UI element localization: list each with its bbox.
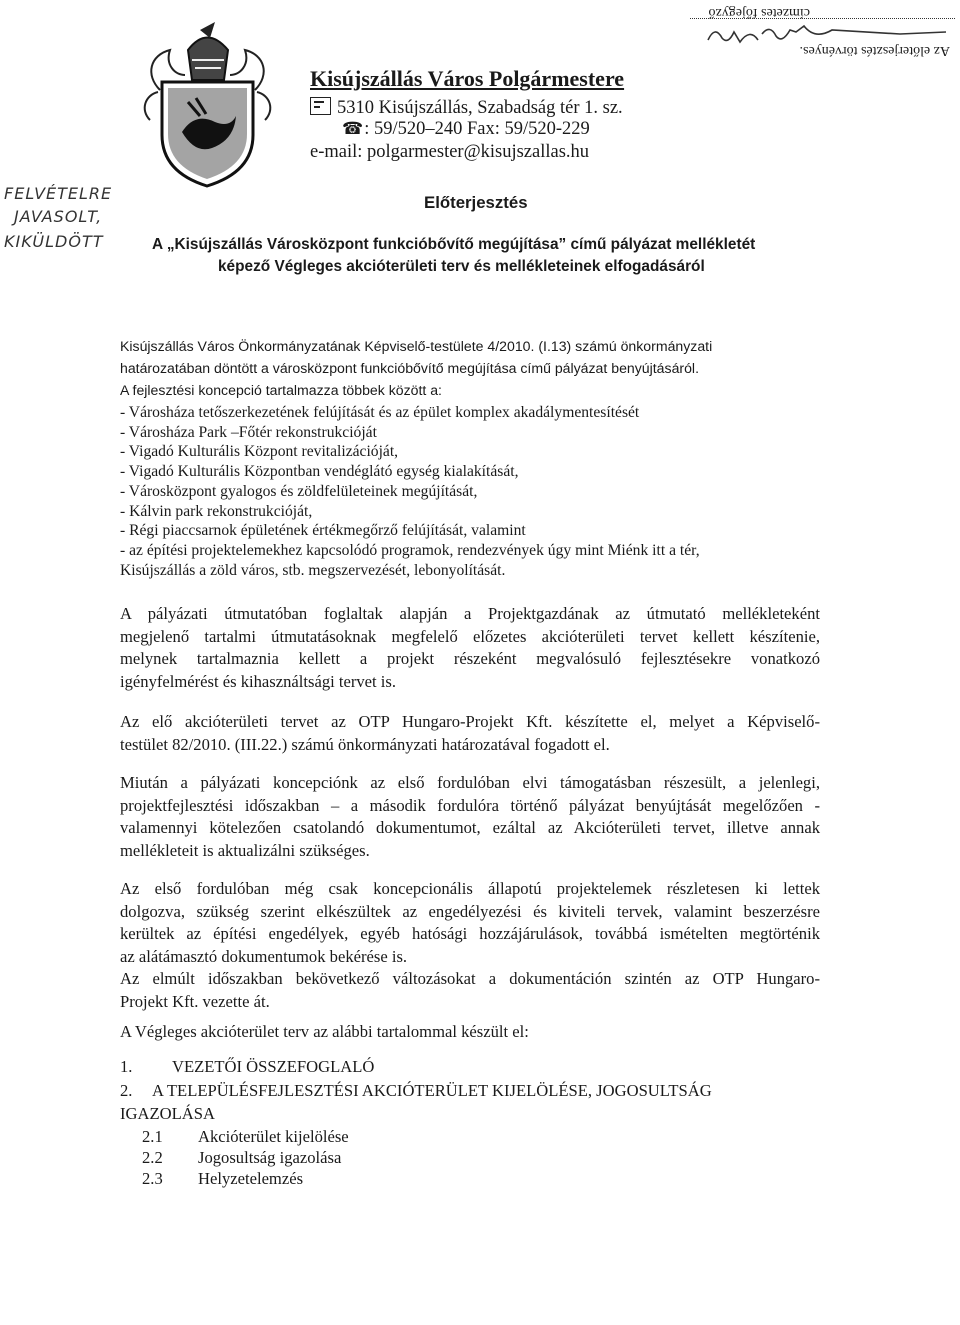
address-line	[310, 97, 623, 119]
phone-text: : 59/520–240 Fax: 59/520-229	[364, 119, 590, 139]
list-item: - Városközpont gyalogos és zöldfelületeinek megújítását,	[120, 482, 478, 500]
paragraph-line: A Végleges akcióterület terv az alábbi tartalommal készült el:	[120, 1022, 529, 1041]
paragraph-line: Projekt Kft. vezette át.	[120, 991, 270, 1011]
list-item: - Vigadó Kulturális Központ revitalizációját,	[120, 443, 399, 461]
list-item: - Városháza Park –Főtér rekonstrukcióját	[120, 423, 377, 441]
document-heading: Előterjesztés	[424, 193, 528, 212]
paragraph-line: Az első fordulóban még csak koncepcionális állapotú projektelemek részletesen ki lettek	[120, 879, 820, 898]
paragraph-line: dolgozva, szükség szerint elkészültek az engedélyezési és kiviteli tervek, valamint beszerzésre	[120, 901, 820, 921]
toc-number: 2.3	[142, 1169, 163, 1188]
signature-mark	[700, 20, 950, 50]
handwritten-note-line-3: KIKÜLDÖTT	[4, 232, 104, 251]
toc-text: Akcióterület kijelölése	[198, 1127, 349, 1146]
toc-text: IGAZOLÁSA	[120, 1104, 215, 1123]
toc-item-1	[120, 1057, 374, 1077]
intro-item-list	[120, 403, 820, 580]
paragraph-5	[120, 1021, 820, 1044]
intro-line-3: A fejlesztési koncepció tartalmazza többek között a:	[120, 382, 442, 398]
toc-number: 2.2	[142, 1148, 163, 1167]
list-item: - Vigadó Kulturális Központban vendéglátó egység kialakítását,	[120, 463, 519, 481]
envelope-icon	[310, 97, 331, 115]
handwritten-note-line-1: FELVÉTELRE	[4, 184, 113, 203]
email-line: e-mail: polgarmester@kisujszallas.hu	[310, 142, 590, 162]
toc-text: VEZETŐI ÖSSZEFOGLALÓ	[172, 1057, 375, 1076]
toc-item-2-3	[142, 1169, 303, 1189]
paragraph-line: Az elmúlt időszakban bekövetkező változásokat a dokumentáción szintén az OTP Hungaro-	[120, 969, 820, 988]
paragraph-line: testület 82/2010. (III.22.) számú önkormányzati határozatával fogadott el.	[120, 734, 610, 754]
paragraph-line: Az elő akcióterületi tervet az OTP Hungaro-Projekt Kft. készítette el, melyet a Képviselő-	[120, 712, 820, 731]
phone-line	[342, 119, 590, 140]
toc-item-2-1	[142, 1127, 349, 1147]
address-text: 5310 Kisújszállás, Szabadság tér 1. sz.	[337, 98, 623, 118]
paragraph-line: projektfejlesztési időszakban – a második fordulóra történő pályázat benyújtását megelőzően -	[120, 795, 820, 815]
intro-line-2: határozatában döntött a városközpont funkcióbővítő megújítása című pályázat benyújtásáról.	[120, 360, 699, 376]
phone-icon: ☎	[342, 119, 364, 138]
paragraph-4	[120, 878, 820, 1013]
toc-number: 2.1	[142, 1127, 163, 1146]
coat-of-arms-logo	[140, 20, 275, 190]
toc-number: 1.	[120, 1057, 133, 1076]
toc-item-2-cont	[120, 1104, 215, 1124]
handwritten-note-line-2: JAVASOLT,	[14, 207, 103, 226]
title-line-1: A „Kisújszállás Városközpont funkcióbővítő megújítása” című pályázat mellékletét	[152, 236, 756, 253]
list-item: - Városháza tetőszerkezetének felújítását és az épület komplex akadálymentesítését	[120, 404, 640, 421]
paragraph-line: az alátámasztó dokumentumok bekérése is.	[120, 946, 408, 966]
intro-line-1: Kisújszállás Város Önkormányzatának Képviselő-testülete 4/2010. (I.13) számú önkormányzati	[120, 338, 713, 354]
stamp-dotted-line	[690, 18, 955, 19]
paragraph-line: megjelenő tartalmi útmutatásoknak megfelelő előzetes akcióterületi tervet kellett készítenie,	[120, 626, 820, 646]
toc-text: Helyzetelemzés	[198, 1169, 304, 1188]
paragraph-2	[120, 711, 820, 756]
paragraph-line: valamennyi kötelezően csatolandó dokumentumot, ezáltal az Akcióterületi tervet, illetve annak	[120, 818, 820, 837]
stamp-line-2: címzetes főjegyző	[708, 5, 810, 20]
list-item: - Kálvin park rekonstrukcióját,	[120, 502, 313, 520]
office-title: Kisújszállás Város Polgármestere	[310, 66, 625, 91]
toc-text: A TELEPÜLÉSFEJLESZTÉSI AKCIÓTERÜLET KIJELÖLÉSE, JOGOSULTSÁG	[152, 1081, 712, 1100]
paragraph-line: A pályázati útmutatóban foglaltak alapján a Projektgazdának az útmutató mellékleteként	[120, 604, 820, 623]
list-item: - Régi piaccsarnok épületének értékmegőrző felújítását, valamint	[120, 522, 526, 540]
toc-item-2-2	[142, 1148, 341, 1168]
stamp-line-1: Az előterjesztés törvényes.	[799, 43, 950, 58]
list-item: Kisújszállás a zöld város, stb. megszervezését, lebonyolítását.	[120, 561, 506, 579]
paragraph-line: mellékleteit is aktualizálni szükséges.	[120, 840, 370, 860]
paragraph-1	[120, 603, 820, 693]
title-line-2: képező Végleges akcióterületi terv és mellékleteinek elfogadásáról	[218, 258, 705, 275]
paragraph-line: Miután a pályázati koncepciónk az első fordulóban elvi támogatásban részesült, a jelenlegi,	[120, 773, 820, 792]
toc-text: Jogosultság igazolása	[198, 1148, 342, 1167]
paragraph-line: igényfelmérést és kihasználtsági tervet is.	[120, 671, 397, 691]
toc-number: 2.	[120, 1081, 133, 1100]
toc-item-2	[120, 1081, 712, 1101]
paragraph-line: kerültek az építési engedélyek, egyéb hatósági hozzájárulások, továbbá ismételten megtörténik	[120, 924, 820, 943]
list-item: - az építési projektelemekhez kapcsolódó programok, rendezvények úgy mint Miénk itt a tér,	[120, 541, 700, 559]
paragraph-line: melynek tartalmaznia kellett a projekt részeként megvalósuló fejlesztésekre vonatkozó	[120, 649, 820, 668]
paragraph-3	[120, 772, 820, 862]
